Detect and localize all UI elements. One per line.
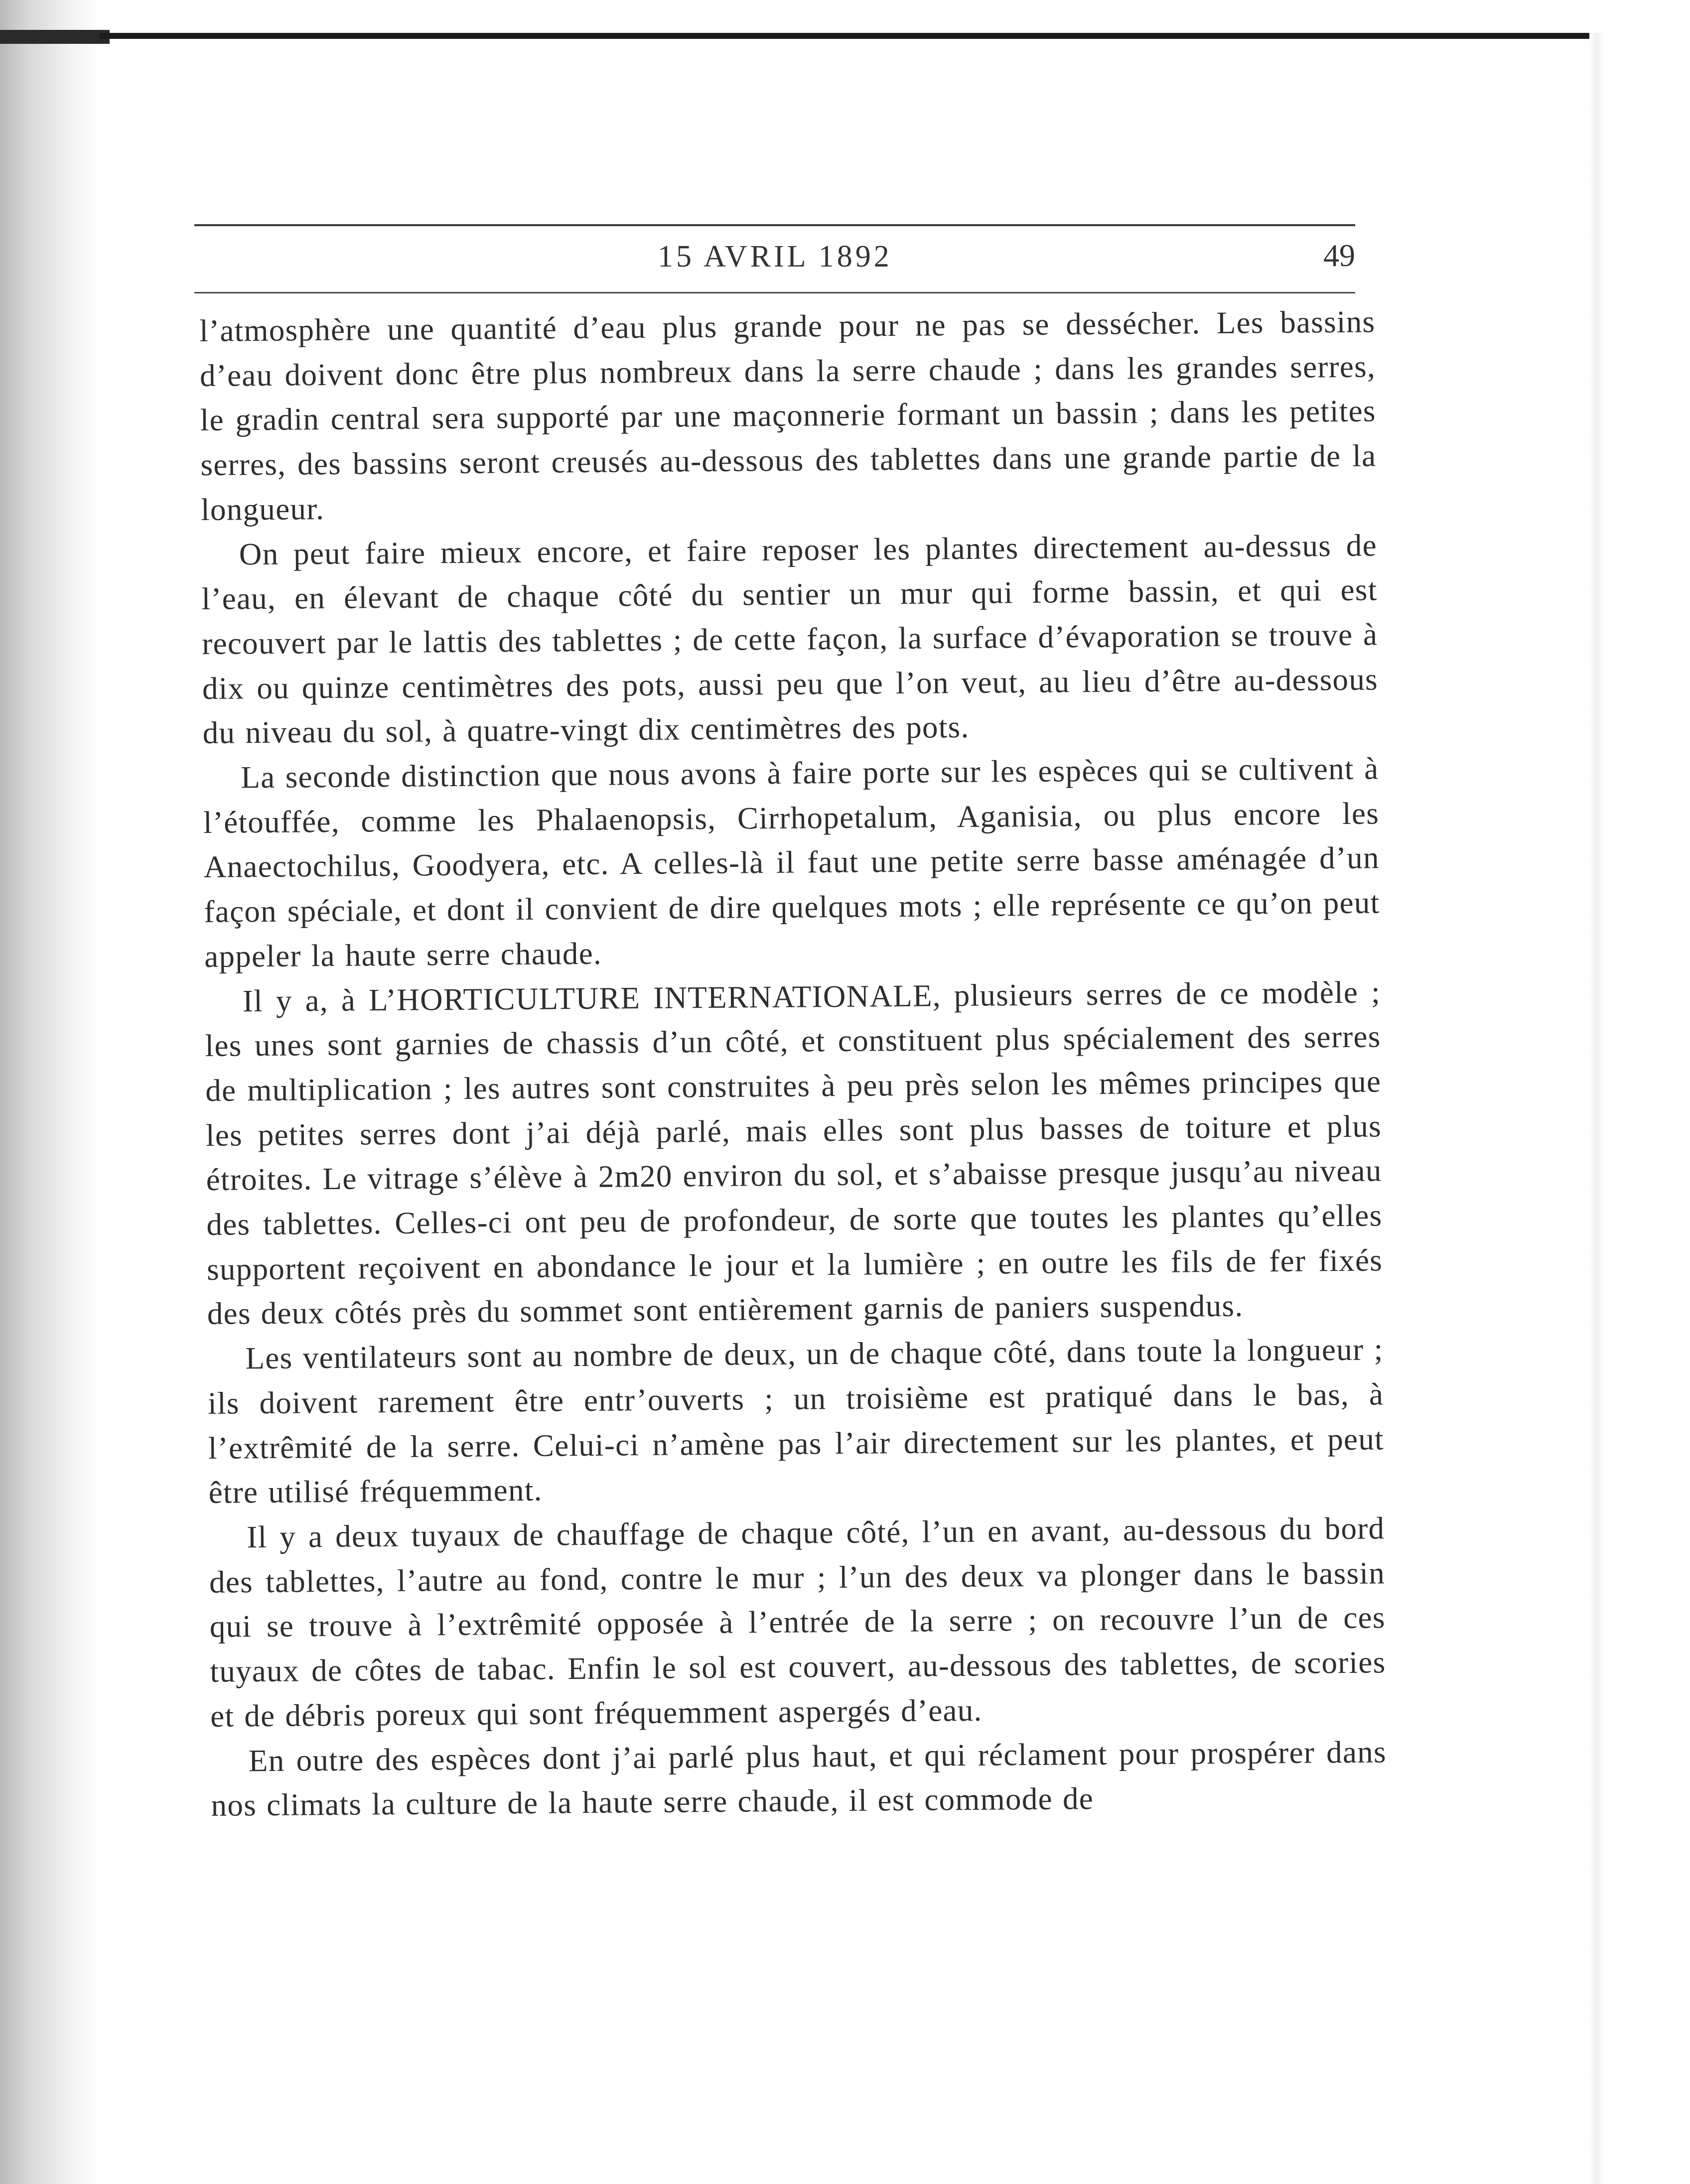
- header-date: 15 AVRIL 1892: [658, 240, 892, 273]
- scan-top-edge: [100, 33, 1594, 39]
- paragraph-7: En outre des espèces dont j’ai parlé plus haut, et qui réclament pour prospérer dans nos climats la culture de la haute serre chaude, il est commode de: [211, 1734, 1387, 1823]
- paragraph-6: Il y a deux tuyaux de chauffage de chaque côté, l’un en avant, au-dessous du bord des tablettes, l’autre au fond, contre le mur ; l’un des deux va plonger dans le bassin qui se trouve à l’extrêmité opposée à l’entrée de la serre ; on recouvre l’un de ces tuyaux de côtes de tabac. Enfin le sol est couvert, au-dessous des tablettes, de scories et de débris poreux qui sont fréquemment aspergés d’eau.: [209, 1510, 1386, 1734]
- paragraph-2: On peut faire mieux encore, et faire reposer les plantes directement au-dessus de l’eau, en élevant de chaque côté du sentier un mur qui forme bassin, et qui est recouvert par le lattis des tablettes ; de cette façon, la surface d’évaporation se trouve à dix ou quinze centimètres des pots, aussi peu que l’on veut, au lieu d’être au-dessous du niveau du sol, à quatre-vingt dix centimètres des pots.: [201, 527, 1379, 751]
- paragraph-1: l’atmosphère une quantité d’eau plus grande pour ne pas se dessécher. Les bassins d’eau doivent donc être plus nombreux dans la serre chaude ; dans les grandes serres, le gradin central sera supporté par une maçonnerie formant un bassin ; dans les petites serres, des bassins seront creusés au-dessous des tablettes dans une grande partie de la longueur.: [199, 304, 1377, 527]
- page-number: 49: [1323, 238, 1355, 273]
- header-rule-top: [194, 224, 1355, 226]
- scan-right-edge: [1589, 33, 1604, 2184]
- scan-left-edge: [0, 0, 100, 2184]
- running-head: [194, 224, 1355, 299]
- paragraph-3: La seconde distinction que nous avons à faire porte sur les espèces qui se cultivent à l’étouffée, comme les Phalaenopsis, Cirrhopetalum, Aganisia, ou plus encore les Anaectochilus, Goodyera, etc. A celles-là il faut une petite serre basse aménagée d’un façon spéciale, et dont il convient de dire quelques mots ; elle représente ce qu’on peut appeler la haute serre chaude.: [203, 751, 1380, 974]
- paragraph-4: Il y a, à L’HORTICULTURE INTERNATIONALE, plusieurs serres de ce modèle ; les unes sont garnies de chassis d’un côté, et constituent plus spécialement des serres de multiplication ; les autres sont construites à peu près selon les mêmes principes que les petites serres dont j’ai déjà parlé, mais elles sont plus basses de toiture et plus étroites. Le vitrage s’élève à 2m20 environ du sol, et s’abaisse presque jusqu’au niveau des tablettes. Celles-ci ont peu de profondeur, de sorte que toutes les plantes qu’elles supportent reçoivent en abondance le jour et la lumière ; en outre les fils de fer fixés des deux côtés près du sommet sont entièrement garnis de paniers suspendus.: [205, 974, 1383, 1332]
- paragraph-5: Les ventilateurs sont au nombre de deux, un de chaque côté, dans toute la longueur ; ils doivent rarement être entr’ouverts ; un troisième est pratiqué dans le bas, à l’extrêmité de la serre. Celui-ci n’amène pas l’air directement sur les plantes, et peut être utilisé fréquemment.: [207, 1332, 1385, 1510]
- body-text: [199, 299, 1387, 1828]
- scan-top-edge-left: [0, 30, 110, 44]
- header-rule-bottom: [194, 292, 1355, 293]
